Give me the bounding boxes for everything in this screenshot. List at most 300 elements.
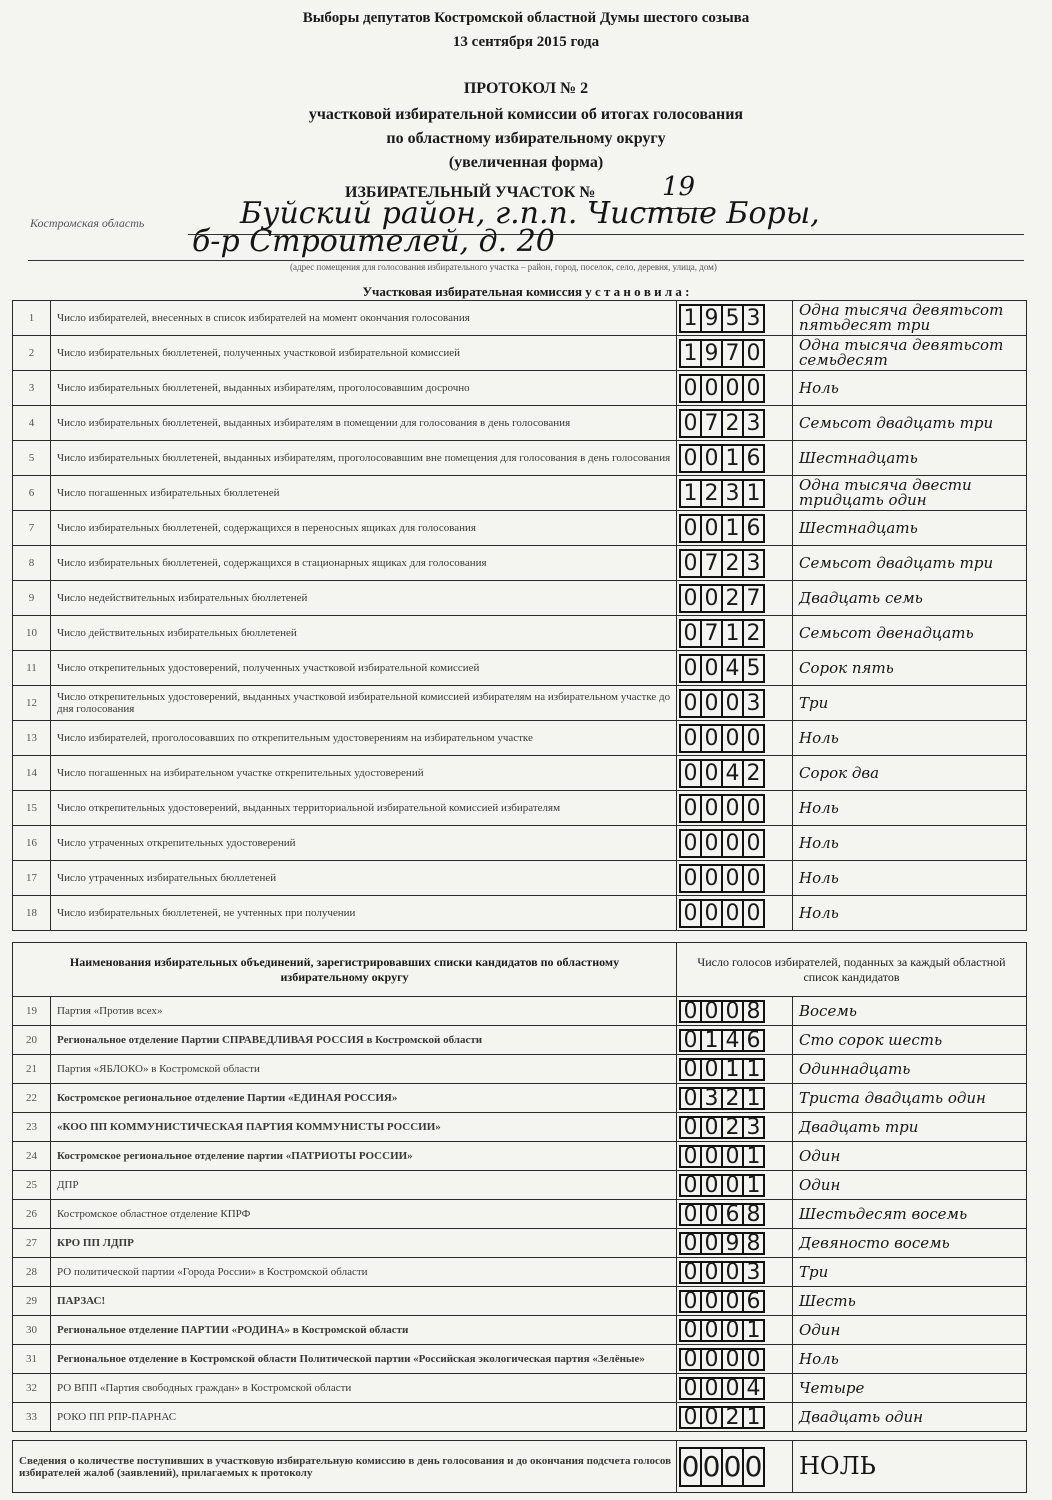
- row-description: Число утраченных открепительных удостоверений: [51, 826, 677, 861]
- digit-boxes: [677, 371, 793, 406]
- row-description: Партия «ЯБЛОКО» в Костромской области: [51, 1055, 677, 1084]
- digit-box: 1: [742, 1145, 765, 1168]
- precinct-number: 19: [662, 172, 696, 202]
- row-description: Число избирательных бюллетеней, выданных избирателям, проголосовавшим досрочно: [51, 371, 677, 406]
- row-number: 12: [13, 686, 51, 721]
- row-number: 26: [13, 1200, 51, 1229]
- digit-box: 0: [700, 1174, 723, 1197]
- digit-boxes: [677, 1171, 793, 1200]
- digit-boxes: [677, 1200, 793, 1229]
- row-number: 16: [13, 826, 51, 861]
- digit-box: 0: [679, 1377, 702, 1400]
- result-row: [13, 336, 1027, 371]
- protocol-title: ПРОТОКОЛ № 2: [463, 80, 589, 97]
- digit-box: 1: [721, 514, 744, 543]
- digit-box: 4: [721, 654, 744, 683]
- party-row: [13, 1142, 1027, 1171]
- digit-box: 0: [679, 759, 702, 788]
- digit-box: 7: [700, 619, 723, 648]
- row-number: 17: [13, 861, 51, 896]
- row-description: РО политической партии «Города России» в Костромской области: [51, 1258, 677, 1287]
- address-caption: (адрес помещения для голосования избирательного участка – район, город, поселок, село, деревня, улица, дом): [290, 262, 717, 272]
- row-description: Число погашенных избирательных бюллетеней: [51, 476, 677, 511]
- result-row: [13, 721, 1027, 756]
- digit-box: 7: [721, 339, 744, 368]
- digit-box: 4: [742, 1377, 765, 1400]
- digit-boxes: [677, 1142, 793, 1171]
- amount-in-words: Ноль: [793, 826, 1027, 861]
- row-number: 7: [13, 511, 51, 546]
- digit-box: 0: [700, 1058, 723, 1081]
- row-description: ПАРЗАС!: [51, 1287, 677, 1316]
- complaints-label: Сведения о количестве поступивших в участковую избирательную комиссию в день голосования и до окончания подсчета голосов избирателей жалоб (заявлений), прилагаемых к протоколу: [13, 1441, 677, 1493]
- complaints-digit-boxes: [677, 1441, 793, 1493]
- digit-box: 3: [742, 549, 765, 578]
- digit-box: 5: [742, 654, 765, 683]
- digit-box: 0: [679, 689, 702, 718]
- digit-boxes: [677, 651, 793, 686]
- digit-box: 0: [679, 654, 702, 683]
- digit-box: 8: [742, 1232, 765, 1255]
- digit-box: 0: [700, 1203, 723, 1226]
- digit-box: 1: [742, 1174, 765, 1197]
- commission-established: Участковая избирательная комиссия у с т а н о в и л а :: [362, 284, 690, 299]
- digit-box: 0: [721, 1000, 744, 1023]
- digit-box: 6: [742, 1290, 765, 1313]
- digit-box: 0: [721, 864, 744, 893]
- amount-in-words: Сто сорок шесть: [793, 1026, 1027, 1055]
- digit-boxes: [677, 1403, 793, 1432]
- digit-box: 0: [721, 1261, 744, 1284]
- result-row: [13, 406, 1027, 441]
- digit-box: 2: [721, 1116, 744, 1139]
- row-number: 25: [13, 1171, 51, 1200]
- digit-box: 0: [742, 864, 765, 893]
- digit-box: 0: [700, 1290, 723, 1313]
- digit-boxes: [677, 1316, 793, 1345]
- row-number: 2: [13, 336, 51, 371]
- result-row: [13, 616, 1027, 651]
- digit-boxes: [677, 1113, 793, 1142]
- party-column-header: Наименования избирательных объединений, зарегистрировавших списки кандидатов по областному избирательному округу: [13, 943, 677, 997]
- result-row: [13, 651, 1027, 686]
- party-row: [13, 1055, 1027, 1084]
- row-number: 29: [13, 1287, 51, 1316]
- row-number: 13: [13, 721, 51, 756]
- digit-box: 0: [700, 1348, 723, 1371]
- result-row: [13, 896, 1027, 931]
- digit-box: 0: [721, 1377, 744, 1400]
- amount-in-words: Девяносто восемь: [793, 1229, 1027, 1258]
- party-row: [13, 1403, 1027, 1432]
- protocol-subtitle-2: по областному избирательному округу: [386, 130, 666, 147]
- digit-box: 5: [721, 304, 744, 333]
- digit-box: 0: [721, 374, 744, 403]
- digit-box: 4: [721, 759, 744, 788]
- row-number: 4: [13, 406, 51, 441]
- election-date: 13 сентября 2015 года: [452, 34, 600, 50]
- row-description: Костромское региональное отделение партии «ПАТРИОТЫ РОССИИ»: [51, 1142, 677, 1171]
- digit-box: 6: [742, 444, 765, 473]
- digit-box: 3: [742, 409, 765, 438]
- digit-box: 0: [700, 1145, 723, 1168]
- address-line-2: б-р Строителей, д. 20: [192, 224, 555, 259]
- protocol-subtitle-3: (увеличенная форма): [448, 154, 604, 171]
- complaints-words: НОЛЬ: [793, 1441, 1027, 1493]
- address-underline-2: [28, 260, 1024, 261]
- digit-box: 3: [742, 689, 765, 718]
- digit-box: 0: [679, 1290, 702, 1313]
- digit-box: 0: [700, 444, 723, 473]
- digit-box: 0: [742, 1447, 765, 1487]
- digit-box: 0: [679, 1203, 702, 1226]
- result-row: [13, 826, 1027, 861]
- digit-box: 0: [700, 1116, 723, 1139]
- digit-box: 0: [700, 374, 723, 403]
- row-number: 5: [13, 441, 51, 476]
- result-row: [13, 791, 1027, 826]
- amount-in-words: Ноль: [793, 1345, 1027, 1374]
- digit-box: 0: [721, 1145, 744, 1168]
- digit-box: 0: [679, 1087, 702, 1110]
- row-number: 32: [13, 1374, 51, 1403]
- amount-in-words: Один: [793, 1171, 1027, 1200]
- digit-box: 9: [721, 1232, 744, 1255]
- digit-box: 4: [721, 1029, 744, 1052]
- digit-boxes: [677, 616, 793, 651]
- digit-box: 0: [700, 689, 723, 718]
- amount-in-words: Двадцать три: [793, 1113, 1027, 1142]
- row-description: Партия «Против всех»: [51, 997, 677, 1026]
- amount-in-words: Шестнадцать: [793, 441, 1027, 476]
- digit-box: 0: [742, 899, 765, 928]
- digit-box: 1: [679, 304, 702, 333]
- amount-in-words: Триста двадцать один: [793, 1084, 1027, 1113]
- party-row: [13, 1374, 1027, 1403]
- row-description: Число избирателей, проголосовавших по открепительным удостоверениям на избирательном участке: [51, 721, 677, 756]
- row-number: 30: [13, 1316, 51, 1345]
- row-number: 1: [13, 301, 51, 336]
- votes-column-header: Число голосов избирателей, поданных за каждый областной список кандидатов: [677, 943, 1027, 997]
- digit-box: 0: [721, 1319, 744, 1342]
- digit-boxes: [677, 791, 793, 826]
- election-title: Выборы депутатов Костромской областной Думы шестого созыва: [302, 10, 750, 26]
- amount-in-words: Сорок два: [793, 756, 1027, 791]
- digit-box: 0: [679, 1174, 702, 1197]
- party-row: [13, 1229, 1027, 1258]
- digit-box: 0: [700, 759, 723, 788]
- amount-in-words: Одна тысяча девятьсот семьдесят: [793, 336, 1027, 371]
- digit-box: 0: [700, 514, 723, 543]
- row-number: 20: [13, 1026, 51, 1055]
- digit-box: 7: [700, 549, 723, 578]
- digit-boxes: [677, 1055, 793, 1084]
- row-number: 10: [13, 616, 51, 651]
- digit-box: 0: [679, 1116, 702, 1139]
- digit-box: 2: [721, 1406, 744, 1429]
- digit-box: 1: [742, 479, 765, 508]
- amount-in-words: Ноль: [793, 791, 1027, 826]
- party-row: [13, 1113, 1027, 1142]
- digit-box: 0: [742, 724, 765, 753]
- row-number: 14: [13, 756, 51, 791]
- digit-boxes: [677, 721, 793, 756]
- amount-in-words: Шесть: [793, 1287, 1027, 1316]
- digit-boxes: [677, 997, 793, 1026]
- amount-in-words: Одиннадцать: [793, 1055, 1027, 1084]
- row-description: Костромское региональное отделение Партии «ЕДИНАЯ РОССИЯ»: [51, 1084, 677, 1113]
- digit-box: 0: [679, 1319, 702, 1342]
- amount-in-words: Шестьдесят восемь: [793, 1200, 1027, 1229]
- digit-box: 2: [721, 549, 744, 578]
- row-description: ДПР: [51, 1171, 677, 1200]
- digit-box: 0: [700, 829, 723, 858]
- digit-box: 7: [700, 409, 723, 438]
- digit-boxes: [677, 546, 793, 581]
- party-row: [13, 1258, 1027, 1287]
- digit-boxes: [677, 476, 793, 511]
- row-description: Число недействительных избирательных бюллетеней: [51, 581, 677, 616]
- digit-box: 8: [742, 1203, 765, 1226]
- digit-box: 0: [721, 794, 744, 823]
- amount-in-words: Семьсот двенадцать: [793, 616, 1027, 651]
- party-row: [13, 1084, 1027, 1113]
- digit-box: 0: [742, 829, 765, 858]
- digit-box: 2: [721, 584, 744, 613]
- digit-box: 0: [700, 1000, 723, 1023]
- row-description: Региональное отделение Партии СПРАВЕДЛИВАЯ РОССИЯ в Костромской области: [51, 1026, 677, 1055]
- digit-box: 0: [679, 794, 702, 823]
- row-description: Число избирательных бюллетеней, содержащихся в стационарных ящиках для голосования: [51, 546, 677, 581]
- party-row: [13, 1171, 1027, 1200]
- row-description: Число открепительных удостоверений, выданных территориальной избирательной комиссией избирателям: [51, 791, 677, 826]
- digit-boxes: [677, 826, 793, 861]
- result-row: [13, 371, 1027, 406]
- row-description: Костромское областное отделение КПРФ: [51, 1200, 677, 1229]
- digit-box: 1: [679, 479, 702, 508]
- row-number: 11: [13, 651, 51, 686]
- row-description: Число избирательных бюллетеней, содержащихся в переносных ящиках для голосования: [51, 511, 677, 546]
- amount-in-words: Один: [793, 1316, 1027, 1345]
- digit-box: 2: [742, 619, 765, 648]
- digit-boxes: [677, 1374, 793, 1403]
- digit-box: 1: [679, 339, 702, 368]
- digit-box: 0: [700, 1232, 723, 1255]
- digit-box: 0: [679, 1058, 702, 1081]
- digit-boxes: [677, 336, 793, 371]
- digit-boxes: [677, 756, 793, 791]
- digit-box: 0: [679, 1145, 702, 1168]
- amount-in-words: Семьсот двадцать три: [793, 546, 1027, 581]
- digit-box: 1: [721, 1058, 744, 1081]
- result-row: [13, 476, 1027, 511]
- digit-boxes: [677, 1287, 793, 1316]
- amount-in-words: Двадцать семь: [793, 581, 1027, 616]
- row-number: 33: [13, 1403, 51, 1432]
- party-row: [13, 997, 1027, 1026]
- row-number: 21: [13, 1055, 51, 1084]
- digit-box: 0: [679, 1000, 702, 1023]
- digit-box: 6: [742, 1029, 765, 1052]
- digit-box: 0: [721, 689, 744, 718]
- digit-box: 0: [742, 794, 765, 823]
- digit-box: 0: [679, 864, 702, 893]
- digit-box: 0: [679, 514, 702, 543]
- digit-box: 0: [700, 899, 723, 928]
- row-number: 6: [13, 476, 51, 511]
- digit-box: 0: [679, 409, 702, 438]
- row-number: 27: [13, 1229, 51, 1258]
- amount-in-words: Ноль: [793, 861, 1027, 896]
- digit-box: 0: [679, 899, 702, 928]
- row-description: КРО ПП ЛДПР: [51, 1229, 677, 1258]
- result-row: [13, 301, 1027, 336]
- party-row: [13, 1200, 1027, 1229]
- digit-box: 0: [700, 1319, 723, 1342]
- party-row: [13, 1287, 1027, 1316]
- digit-boxes: [677, 861, 793, 896]
- row-description: РО ВПП «Партия свободных граждан» в Костромской области: [51, 1374, 677, 1403]
- digit-box: 0: [679, 374, 702, 403]
- digit-boxes: [677, 1258, 793, 1287]
- digit-boxes: [677, 301, 793, 336]
- digit-box: 0: [700, 1447, 723, 1487]
- amount-in-words: Три: [793, 686, 1027, 721]
- amount-in-words: Двадцать один: [793, 1403, 1027, 1432]
- digit-boxes: [677, 406, 793, 441]
- digit-box: 8: [742, 1000, 765, 1023]
- digit-box: 0: [721, 724, 744, 753]
- protocol-subtitle-1: участковой избирательной комиссии об итогах голосования: [308, 106, 744, 123]
- amount-in-words: Один: [793, 1142, 1027, 1171]
- result-row: [13, 686, 1027, 721]
- digit-box: 3: [700, 1087, 723, 1110]
- amount-in-words: Одна тысяча девятьсот пятьдесят три: [793, 301, 1027, 336]
- digit-box: 1: [742, 1319, 765, 1342]
- digit-box: 0: [721, 1447, 744, 1487]
- row-number: 19: [13, 997, 51, 1026]
- amount-in-words: Восемь: [793, 997, 1027, 1026]
- row-description: Число избирательных бюллетеней, не учтенных при получении: [51, 896, 677, 931]
- digit-boxes: [677, 896, 793, 931]
- digit-box: 3: [742, 304, 765, 333]
- row-number: 3: [13, 371, 51, 406]
- amount-in-words: Ноль: [793, 896, 1027, 931]
- digit-box: 0: [721, 1174, 744, 1197]
- digit-box: 0: [679, 1232, 702, 1255]
- digit-box: 0: [700, 864, 723, 893]
- digit-box: 2: [721, 409, 744, 438]
- digit-box: 0: [679, 584, 702, 613]
- digit-box: 0: [742, 339, 765, 368]
- precinct-label: ИЗБИРАТЕЛЬНЫЙ УЧАСТОК №: [345, 184, 596, 201]
- digit-boxes: [677, 441, 793, 476]
- digit-boxes: [677, 511, 793, 546]
- digit-box: 7: [742, 584, 765, 613]
- digit-box: 0: [679, 829, 702, 858]
- digit-boxes: [677, 1084, 793, 1113]
- row-number: 8: [13, 546, 51, 581]
- digit-box: 1: [742, 1087, 765, 1110]
- region-label: Костромская область: [30, 216, 145, 230]
- row-description: Число избирателей, внесенных в список избирателей на момент окончания голосования: [51, 301, 677, 336]
- digit-box: 0: [721, 1348, 744, 1371]
- digit-box: 2: [721, 1087, 744, 1110]
- row-number: 31: [13, 1345, 51, 1374]
- amount-in-words: Шестнадцать: [793, 511, 1027, 546]
- digit-box: 3: [721, 479, 744, 508]
- digit-box: 0: [700, 584, 723, 613]
- digit-box: 3: [742, 1116, 765, 1139]
- digit-box: 6: [721, 1203, 744, 1226]
- complaints-table: [12, 1440, 1027, 1493]
- digit-box: 0: [742, 374, 765, 403]
- result-row: [13, 756, 1027, 791]
- amount-in-words: Ноль: [793, 721, 1027, 756]
- digit-box: 0: [700, 654, 723, 683]
- row-number: 15: [13, 791, 51, 826]
- amount-in-words: Три: [793, 1258, 1027, 1287]
- row-description: Число погашенных на избирательном участке открепительных удостоверений: [51, 756, 677, 791]
- party-row: [13, 1345, 1027, 1374]
- digit-box: 1: [700, 1029, 723, 1052]
- row-description: РОКО ПП РПР-ПАРНАС: [51, 1403, 677, 1432]
- digit-box: 0: [679, 1261, 702, 1284]
- digit-box: 0: [700, 1261, 723, 1284]
- row-number: 24: [13, 1142, 51, 1171]
- row-number: 22: [13, 1084, 51, 1113]
- digit-box: 0: [700, 1406, 723, 1429]
- digit-box: 0: [679, 619, 702, 648]
- digit-boxes: [677, 1229, 793, 1258]
- digit-box: 6: [742, 514, 765, 543]
- row-description: Число избирательных бюллетеней, полученных участковой избирательной комиссией: [51, 336, 677, 371]
- digit-box: 0: [742, 1348, 765, 1371]
- amount-in-words: Одна тысяча двести тридцать один: [793, 476, 1027, 511]
- digit-box: 0: [679, 444, 702, 473]
- party-row: [13, 1026, 1027, 1055]
- result-row: [13, 861, 1027, 896]
- row-number: 23: [13, 1113, 51, 1142]
- digit-box: 0: [679, 724, 702, 753]
- digit-box: 0: [700, 794, 723, 823]
- digit-box: 0: [721, 829, 744, 858]
- digit-box: 3: [742, 1261, 765, 1284]
- row-number: 18: [13, 896, 51, 931]
- row-number: 9: [13, 581, 51, 616]
- address-line-1: Буйский район, г.п.п. Чистые Боры,: [240, 196, 820, 231]
- amount-in-words: Семьсот двадцать три: [793, 406, 1027, 441]
- digit-box: 0: [679, 1447, 702, 1487]
- digit-box: 1: [721, 444, 744, 473]
- row-description: Число избирательных бюллетеней, выданных избирателям, проголосовавшим вне помещения для голосования в день голосования: [51, 441, 677, 476]
- result-row: [13, 581, 1027, 616]
- row-description: Региональное отделение в Костромской области Политической партии «Российская экологическая партия «Зелёные»: [51, 1345, 677, 1374]
- result-row: [13, 511, 1027, 546]
- result-row: [13, 546, 1027, 581]
- row-description: Региональное отделение ПАРТИИ «РОДИНА» в Костромской области: [51, 1316, 677, 1345]
- amount-in-words: Четыре: [793, 1374, 1027, 1403]
- row-description: Число действительных избирательных бюллетеней: [51, 616, 677, 651]
- row-number: 28: [13, 1258, 51, 1287]
- amount-in-words: Ноль: [793, 371, 1027, 406]
- digit-box: 9: [700, 304, 723, 333]
- digit-box: 0: [700, 724, 723, 753]
- party-row: [13, 1316, 1027, 1345]
- party-table: [12, 942, 1027, 1432]
- row-description: Число открепительных удостоверений, полученных участковой избирательной комиссией: [51, 651, 677, 686]
- digit-box: 0: [721, 1290, 744, 1313]
